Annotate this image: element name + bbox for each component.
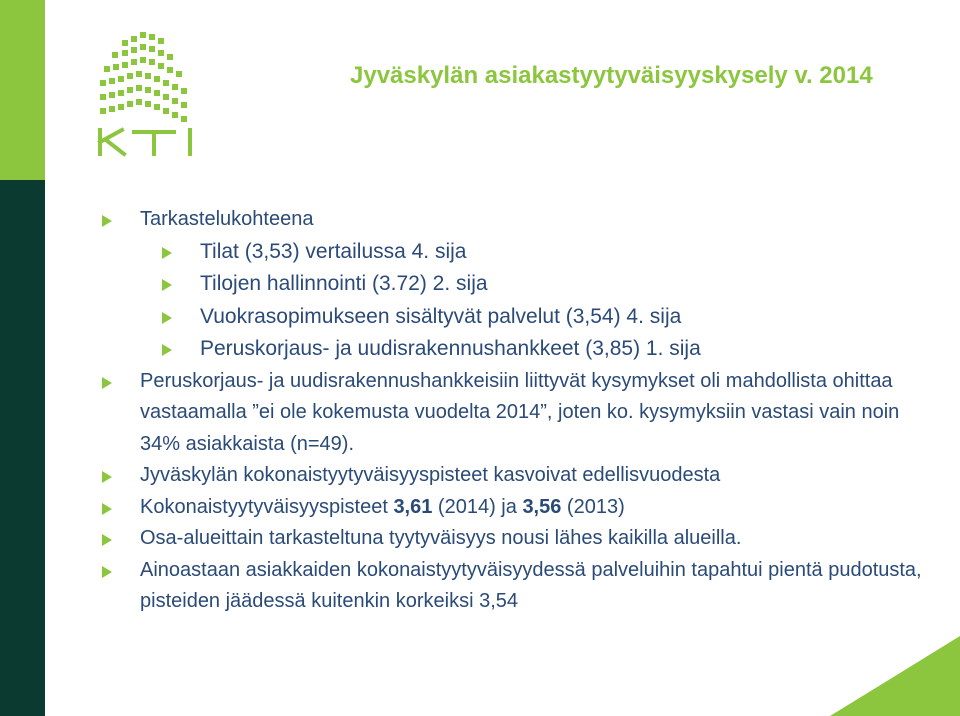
triangle-bullet-icon [102, 534, 112, 546]
list-item: Tilat (3,53) vertailussa 4. sija [102, 236, 932, 269]
kti-logo [92, 26, 212, 161]
triangle-bullet-icon [162, 312, 172, 324]
triangle-bullet-icon [102, 471, 112, 483]
list-item: Peruskorjaus- ja uudisrakennushankkeet (3,85) 1. sija [102, 333, 932, 366]
list-item: Tarkastelukohteena [102, 204, 932, 236]
left-dark-bar [0, 180, 45, 716]
triangle-bullet-icon [162, 344, 172, 356]
list-item: Jyväskylän kokonaistyytyväisyyspisteet kasvoivat edellisvuodesta [102, 460, 932, 492]
list-item: Osa-alueittain tarkasteltuna tyytyväisyys nousi lähes kaikilla alueilla. [102, 523, 932, 555]
triangle-bullet-icon [102, 503, 112, 515]
triangle-bullet-icon [102, 566, 112, 578]
page-title: Jyväskylän asiakastyytyväisyyskysely v. 2014 [350, 62, 873, 89]
list-item: Kokonaistyytyväisyyspisteet 3,61 (2014) ja 3,56 (2013) [102, 492, 932, 524]
triangle-bullet-icon [102, 215, 112, 227]
triangle-bullet-icon [162, 279, 172, 291]
triangle-bullet-icon [102, 377, 112, 389]
bullet-list [102, 204, 932, 618]
list-item: Tilojen hallinnointi (3.72) 2. sija [102, 268, 932, 301]
building-logo-icon [92, 26, 212, 161]
left-accent-bar [0, 0, 45, 180]
triangle-bullet-icon [162, 247, 172, 259]
list-item: Vuokrasopimukseen sisältyvät palvelut (3,54) 4. sija [102, 301, 932, 334]
list-item: Peruskorjaus- ja uudisrakennushankkeisiin liittyvät kysymykset oli mahdollista ohittaa vastaamalla ”ei ole kokemusta vuodelta 2014”, joten ko. kysymyksiin vastasi vain noin 34% asiakkaista (n=49). [102, 366, 932, 461]
list-item: Ainoastaan asiakkaiden kokonaistyytyväisyydessä palveluihin tapahtui pientä pudotusta, pisteiden jäädessä kuitenkin korkeiksi 3,54 [102, 555, 932, 618]
corner-decoration [830, 636, 960, 716]
